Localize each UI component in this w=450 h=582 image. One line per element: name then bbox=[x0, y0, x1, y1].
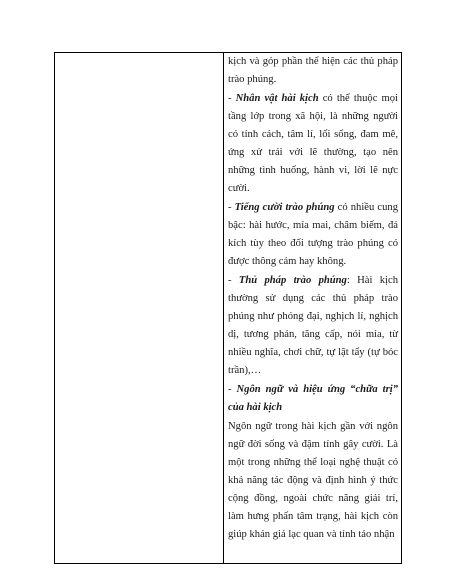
term-laughter: Tiếng cười trào phúng bbox=[234, 202, 335, 213]
term-techniques: Thủ pháp trào phúng bbox=[238, 275, 347, 286]
term-characters: Nhân vật hài kịch bbox=[235, 93, 319, 104]
paragraph-language: Ngôn ngữ trong hài kịch gần với ngôn ngữ đời sống và đậm tính gây cười. Là một trong những thể loại nghệ thuật có khả năng tác động và định hình ý thức cộng đồng, ngoài chức năng giải trí, làm hưng phấn tâm trạng, hài kịch còn giúp khán giả lạc quan và tỉnh táo nhận bbox=[228, 421, 398, 540]
table-row bbox=[55, 53, 402, 564]
paragraph-laughter bbox=[228, 199, 398, 271]
paragraph-intro: kịch và góp phần thể hiện các thủ pháp trào phúng. bbox=[228, 56, 398, 85]
cell-text bbox=[224, 53, 401, 544]
dash: - bbox=[228, 384, 237, 395]
content-table bbox=[54, 52, 402, 564]
term-language: Ngôn ngữ và hiệu ứng “chữa trị” của hài kịch bbox=[228, 384, 398, 413]
paragraph-techniques-text: : Hài kịch thường sử dụng các thủ pháp trào phúng như phóng đại, nghịch lí, nghịch dị, tương phản, tăng cấp, nói mỉa, từ nhiều nghĩa, chơi chữ, tự lật tẩy (tự bóc trần),… bbox=[228, 275, 398, 376]
dash: - bbox=[228, 202, 235, 213]
paragraph-techniques bbox=[228, 272, 398, 380]
paragraph-characters bbox=[228, 90, 398, 198]
right-content-cell bbox=[224, 53, 402, 564]
paragraph-characters-text: có thể thuộc mọi tầng lớp trong xã hội, là những người có tính cách, tâm lí, lối sống, đam mê, ứng xử trái với lẽ thường, tạo nên những tình huống, hành vi, lời lẽ nực cười. bbox=[228, 93, 398, 194]
dash: - bbox=[228, 275, 239, 286]
dash: - bbox=[228, 93, 236, 104]
paragraph-language-heading bbox=[228, 381, 398, 417]
paragraph-laughter-text: có nhiều cung bậc: hài hước, mỉa mai, châm biếm, đả kích tùy theo đối tượng trào phúng có được thông cảm hay không. bbox=[228, 202, 399, 267]
left-empty-cell bbox=[55, 53, 224, 564]
